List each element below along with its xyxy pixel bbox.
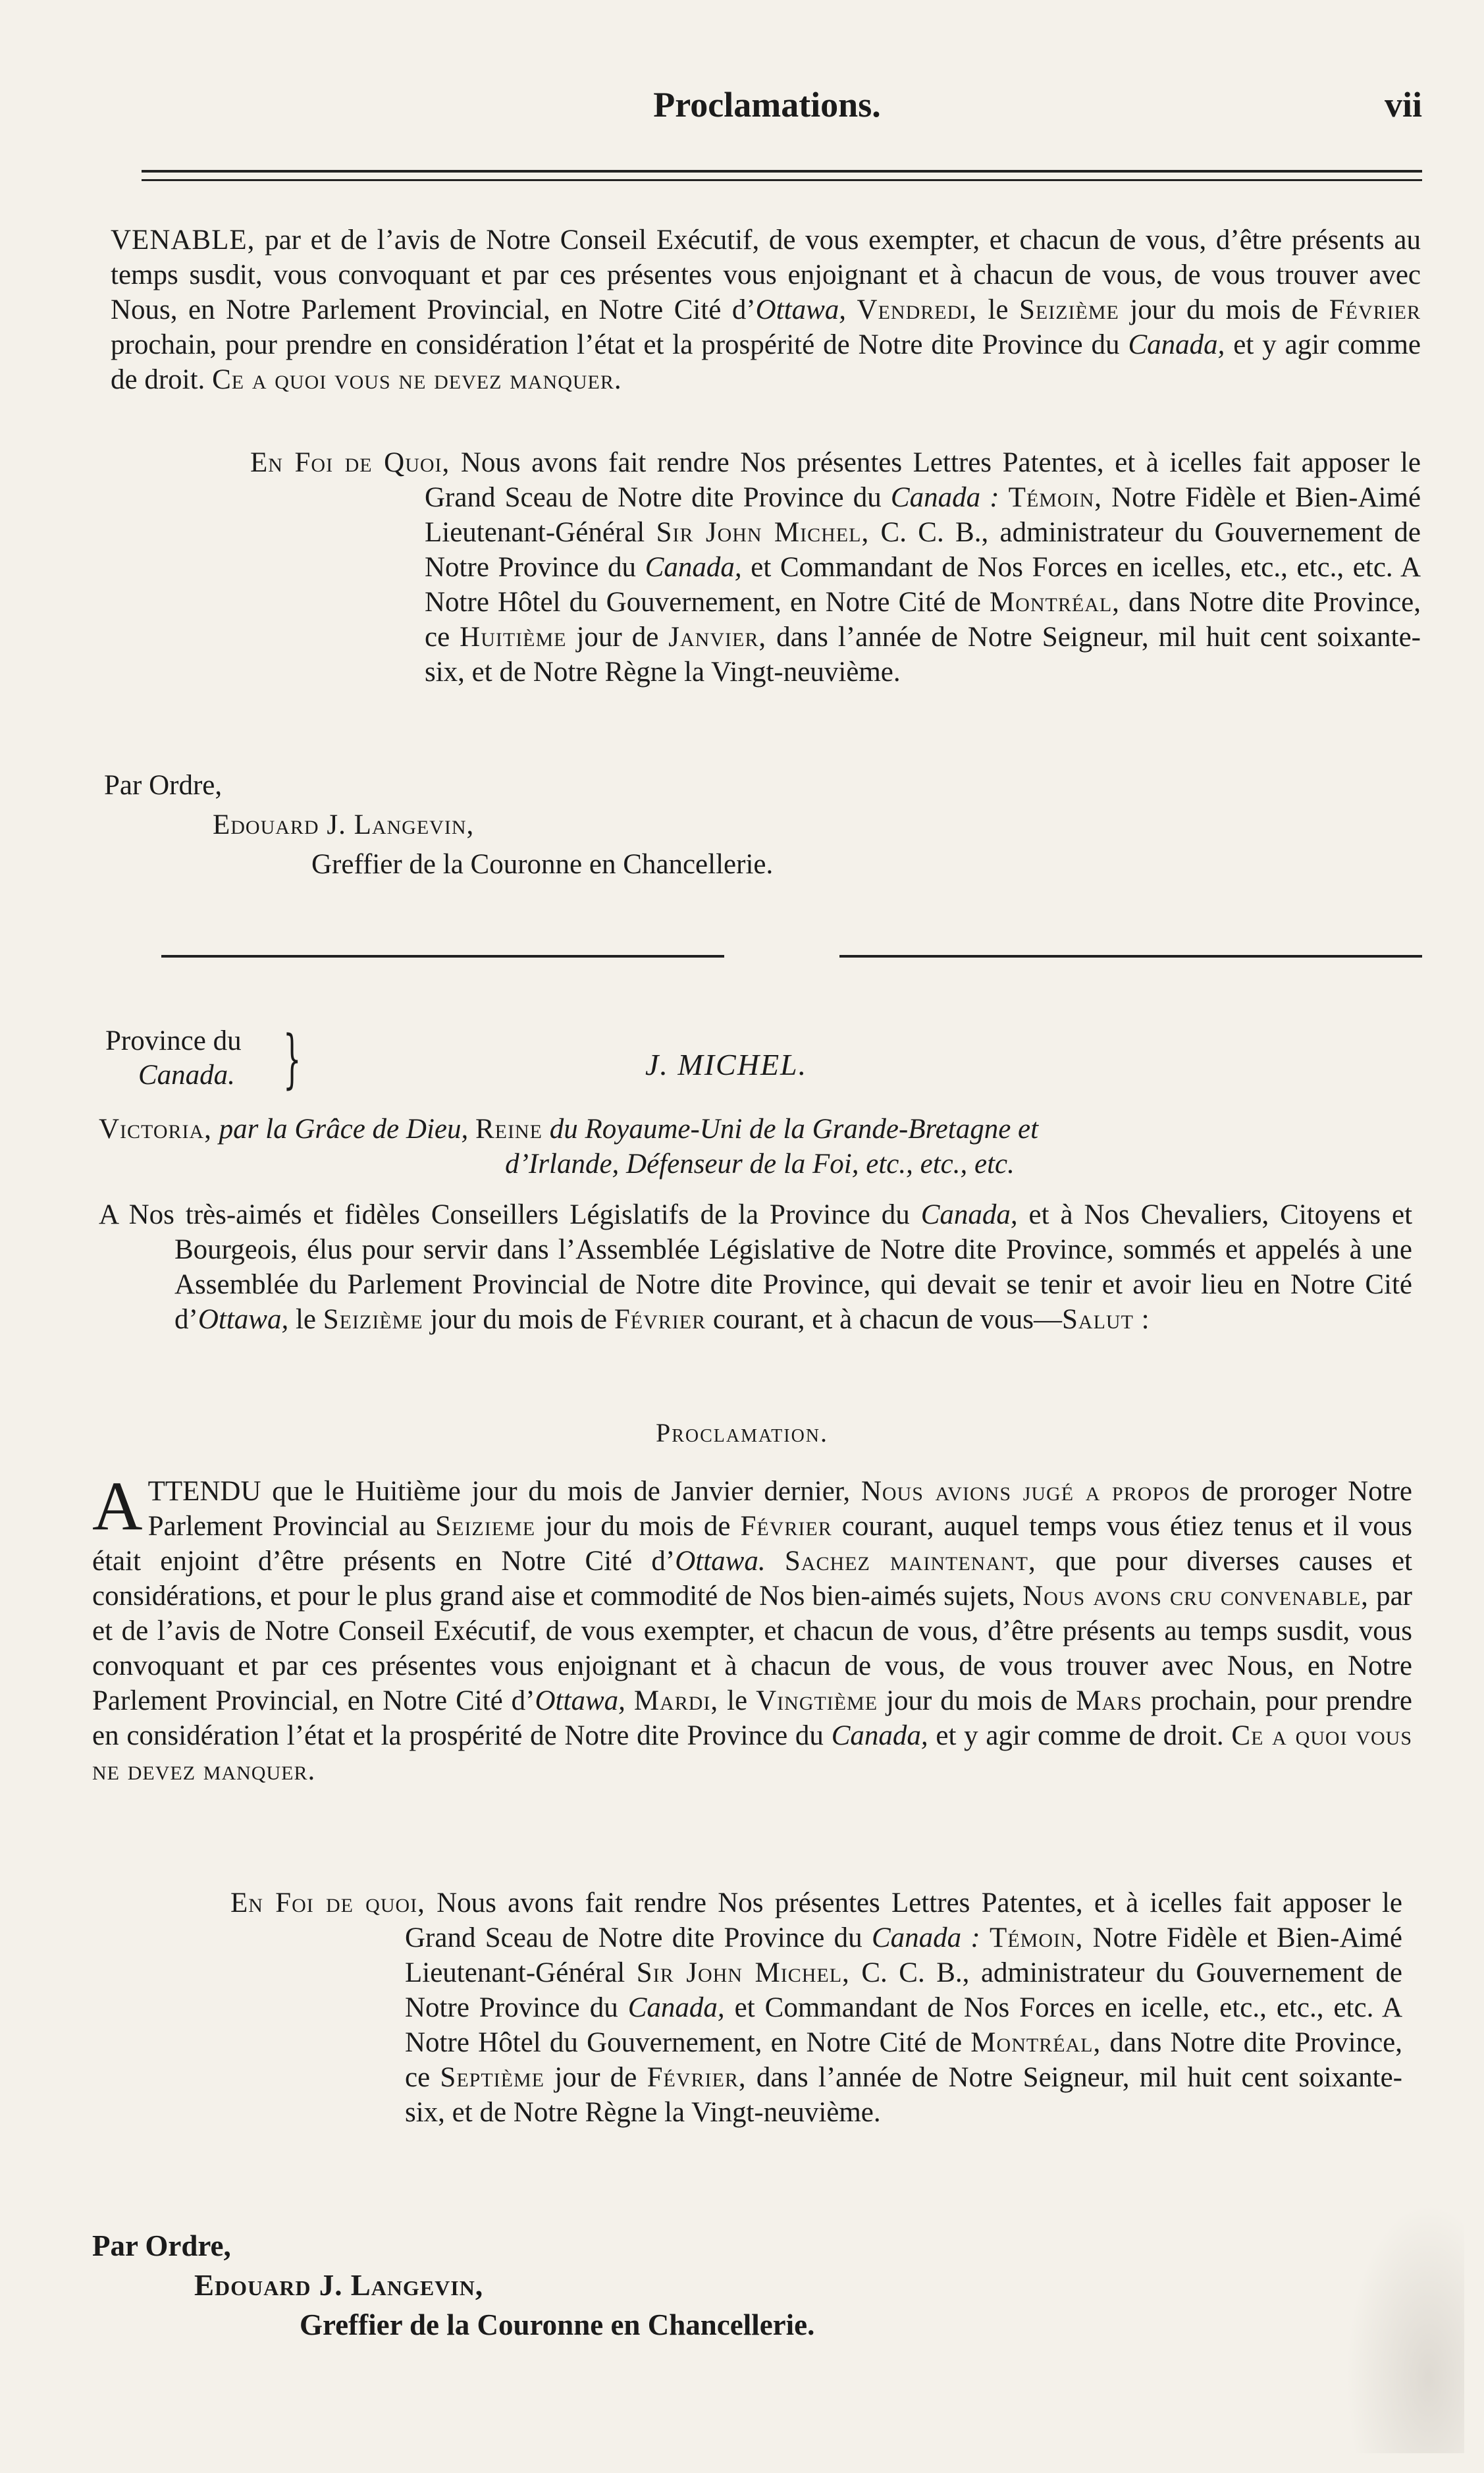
small-caps-run: Seizieme — [435, 1511, 536, 1542]
small-caps-run: Février — [614, 1304, 706, 1335]
text-run: dans l’année de Notre Seigneur, mil huit cent soixante-six, et de Notre Règne la Vingt-neuvième. — [405, 2062, 1402, 2128]
italic-run: Canada : — [871, 1922, 980, 1953]
paper-stain — [1346, 2203, 1464, 2453]
page-number: vii — [1384, 85, 1422, 124]
second-signatory: Edouard J. Langevin, — [194, 2269, 484, 2302]
first-office: Greffier de la Couronne en Chancellerie. — [311, 849, 774, 880]
text-run: jour du mois de — [535, 1511, 741, 1542]
small-caps-run: Reine — [475, 1114, 543, 1145]
italic-run: Canada, — [920, 1199, 1018, 1230]
italic-run: Canada, — [1128, 329, 1225, 360]
text-run: dans l’année de Notre Seigneur, mil huit cent soixante-six, et de Notre Règne la Vingt-neuvième. — [425, 622, 1421, 688]
text-run: et Commandant de Nos Forces en icelles, etc., etc., etc. A Notre Hôtel du Gouvernement, en Notre Cité de — [425, 552, 1421, 618]
small-caps-run: Seizième — [1019, 294, 1119, 325]
province-margin-label — [105, 1024, 242, 1093]
first-proclamation-body — [111, 223, 1421, 397]
text-run: C. C. B., administrateur du Gouvernement de Notre Province du — [405, 1957, 1402, 2023]
first-en-foi-de-quoi — [250, 445, 1421, 690]
small-caps-run: Nous avons cru convenable, — [1022, 1581, 1369, 1612]
text-run: TTENDU que le Huitième jour du mois de Janvier dernier, — [147, 1476, 861, 1507]
text-run: jour du mois de — [878, 1685, 1076, 1716]
text-run: prochain, pour prendre en considération l’état et la prospérité de Notre dite Province du — [111, 329, 1128, 360]
text-run: par et de l’avis de Notre Conseil Exécutif, de vous exempter, et chacun de vous, d’être présents au temps susdit, vous convoquant et par ces présentes vous enjoignant et à chacun de vous, de vous trouver avec Nous, en Notre Parlement Provincial, en Notre Cité d’ — [92, 1581, 1412, 1716]
text-run: jour de — [566, 622, 669, 653]
second-en-foi-de-quoi — [230, 1886, 1402, 2130]
text-run: dans Notre dite Province, ce — [405, 2027, 1402, 2093]
small-caps-run: Sir John Michel, — [636, 1957, 850, 1988]
second-office: Greffier de la Couronne en Chancellerie. — [300, 2308, 815, 2341]
text-run — [980, 1922, 990, 1953]
small-caps-run: Février — [1329, 294, 1421, 325]
italic-run: Canada, — [831, 1720, 928, 1751]
text-run: Nous avons fait rendre Nos présentes Lettres Patentes, et à icelles fait apposer le Grand Sceau de Notre dite Province du — [425, 447, 1421, 513]
small-caps-run: Février — [740, 1511, 832, 1542]
text-run: le — [718, 1685, 756, 1716]
italic-run: Ottawa. — [675, 1546, 766, 1577]
small-caps-run: Vendredi, — [857, 294, 977, 325]
proclamation-heading: Proclamation. — [655, 1418, 829, 1448]
text-run: par et de l’avis de Notre Conseil Exécutif, de vous exempter, et chacun de vous, d’être présents au temps susdit, vous convoquant et par ces présentes vous enjoignant et à chacun de vous, de vous trouver avec Nous, en Notre Parlement Provincial, en Notre Cité d’ — [111, 225, 1421, 325]
small-caps-run: En Foi de Quoi, — [250, 447, 450, 478]
text-run: Notre Fidèle et Bien-Aimé Lieutenant-Général — [425, 482, 1421, 548]
small-caps-run: Janvier, — [668, 622, 767, 653]
text-run: prochain, pour prendre en considération l’état et la prospérité de Notre dite Province du — [92, 1685, 1413, 1751]
text-run: et y agir comme de droit. — [928, 1720, 1232, 1751]
small-caps-run: Septième — [440, 2062, 544, 2093]
separator-rule-left — [161, 955, 724, 958]
separator-rule-right — [839, 955, 1422, 958]
italic-run: Canada, — [627, 1992, 725, 2023]
text-run: et à Nos Chevaliers, Citoyens et Bourgeois, élus pour servir dans l’Assemblée Législative de Notre dite Province, sommés et appelés à une Assemblée du Parlement Provincial de Notre dite Province, qui devait se tenir et avoir lieu en Notre Cité d’ — [174, 1199, 1413, 1335]
first-signoff — [104, 766, 773, 884]
header-double-rule — [142, 170, 1422, 181]
text-run: Notre Fidèle et Bien-Aimé Lieutenant-Général — [405, 1922, 1403, 1988]
second-par-ordre: Par Ordre, — [92, 2229, 231, 2262]
text-run: jour du mois de — [1119, 294, 1329, 325]
small-caps-run: Victoria, — [99, 1114, 212, 1145]
text-run: le — [288, 1304, 323, 1335]
italic-run: Ottawa, — [755, 294, 847, 325]
governor-signature: J. MICHEL. — [645, 1048, 808, 1081]
text-run — [846, 294, 857, 325]
small-caps-run: Vingtième — [756, 1685, 878, 1716]
text-run: et y agir comme de droit. — [111, 329, 1421, 395]
text-run: courant, et à chacun de vous— — [706, 1304, 1063, 1335]
text-run: que pour diverses causes et considérations, et pour le plus grand aise et commodité de Nos bien-aimés sujets, — [92, 1546, 1412, 1612]
text-run: le — [977, 294, 1019, 325]
text-run: Nous avons fait rendre Nos présentes Lettres Patentes, et à icelles fait apposer le Grand Sceau de Notre dite Province du — [405, 1888, 1402, 1953]
small-caps-run: Seizième — [323, 1304, 423, 1335]
drop-cap-letter: A — [92, 1467, 143, 1544]
royal-titles-line1 — [99, 1112, 1421, 1147]
margin-label-line2: Canada. — [138, 1060, 235, 1091]
small-caps-run: Février, — [647, 2062, 747, 2093]
small-caps-run: VENABLE, — [111, 225, 255, 256]
small-caps-run: Témoin, — [990, 1922, 1084, 1953]
text-run: courant, auquel temps vous étiez tenus et il vous était enjoint d’être présents en Notre Cité d’ — [92, 1511, 1413, 1577]
first-en-foi-text — [250, 445, 1421, 690]
text-run: de proroger Notre Parlement Provincial au — [147, 1476, 1412, 1542]
small-caps-run: Sachez maintenant, — [784, 1546, 1036, 1577]
small-caps-run: Ce a quoi vous ne devez manquer. — [212, 364, 622, 395]
margin-label-line1: Province du — [105, 1025, 242, 1056]
second-en-foi-text — [230, 1886, 1402, 2130]
small-caps-run: Salut : — [1062, 1304, 1150, 1335]
italic-run: Ottawa, — [198, 1304, 289, 1335]
small-caps-run: Sir John Michel, — [656, 517, 870, 548]
second-signoff — [92, 2226, 814, 2345]
italic-run: Ottawa, — [535, 1685, 625, 1716]
italic-run: Canada : — [890, 482, 999, 513]
running-title: Proclamations. — [653, 85, 881, 124]
small-caps-run: En Foi de quoi, — [230, 1888, 425, 1918]
italic-run: Canada, — [645, 552, 742, 583]
royal-titles-line2: d’Irlande, Défenseur de la Foi, etc., etc., etc. — [505, 1149, 1015, 1180]
text-run: A Nos très-aimés et fidèles Conseillers Législatifs de la Province du — [99, 1199, 921, 1230]
text-run: dans Notre dite Province, ce — [425, 587, 1421, 653]
text-run — [999, 482, 1009, 513]
text-run: et Commandant de Nos Forces en icelle, etc., etc., etc. A Notre Hôtel du Gouvernement, en Notre Cité de — [405, 1992, 1403, 2058]
text-run: C. C. B., administrateur du Gouvernement de Notre Province du — [425, 517, 1421, 583]
small-caps-run: Mardi, — [633, 1685, 719, 1716]
small-caps-run: Ce a quoi vous ne devez manquer. — [92, 1720, 1413, 1786]
page-header — [112, 84, 1422, 137]
small-caps-run: Mars — [1076, 1685, 1142, 1716]
small-caps-run: Montréal, — [970, 2027, 1101, 2058]
royal-titles — [99, 1112, 1421, 1182]
small-caps-run: Huitième — [460, 622, 567, 653]
text-run — [625, 1685, 634, 1716]
italic-run: du Royaume-Uni de la Grande-Bretagne et — [542, 1114, 1039, 1145]
brace-glyph: } — [283, 1022, 302, 1096]
text-run: jour de — [544, 2062, 647, 2093]
second-proclamation-body — [92, 1467, 1413, 1788]
small-caps-run: Témoin, — [1008, 482, 1103, 513]
italic-run: par la Grâce de Dieu, — [211, 1114, 475, 1145]
first-par-ordre: Par Ordre, — [104, 770, 223, 801]
second-body-text — [92, 1467, 1413, 1786]
address-paragraph — [99, 1197, 1412, 1337]
small-caps-run: Montréal, — [989, 587, 1120, 618]
small-caps-run: Nous avions jugé a propos — [861, 1476, 1191, 1507]
text-run — [766, 1546, 785, 1577]
text-run: jour du mois de — [423, 1304, 614, 1335]
first-signatory: Edouard J. Langevin, — [213, 809, 475, 840]
